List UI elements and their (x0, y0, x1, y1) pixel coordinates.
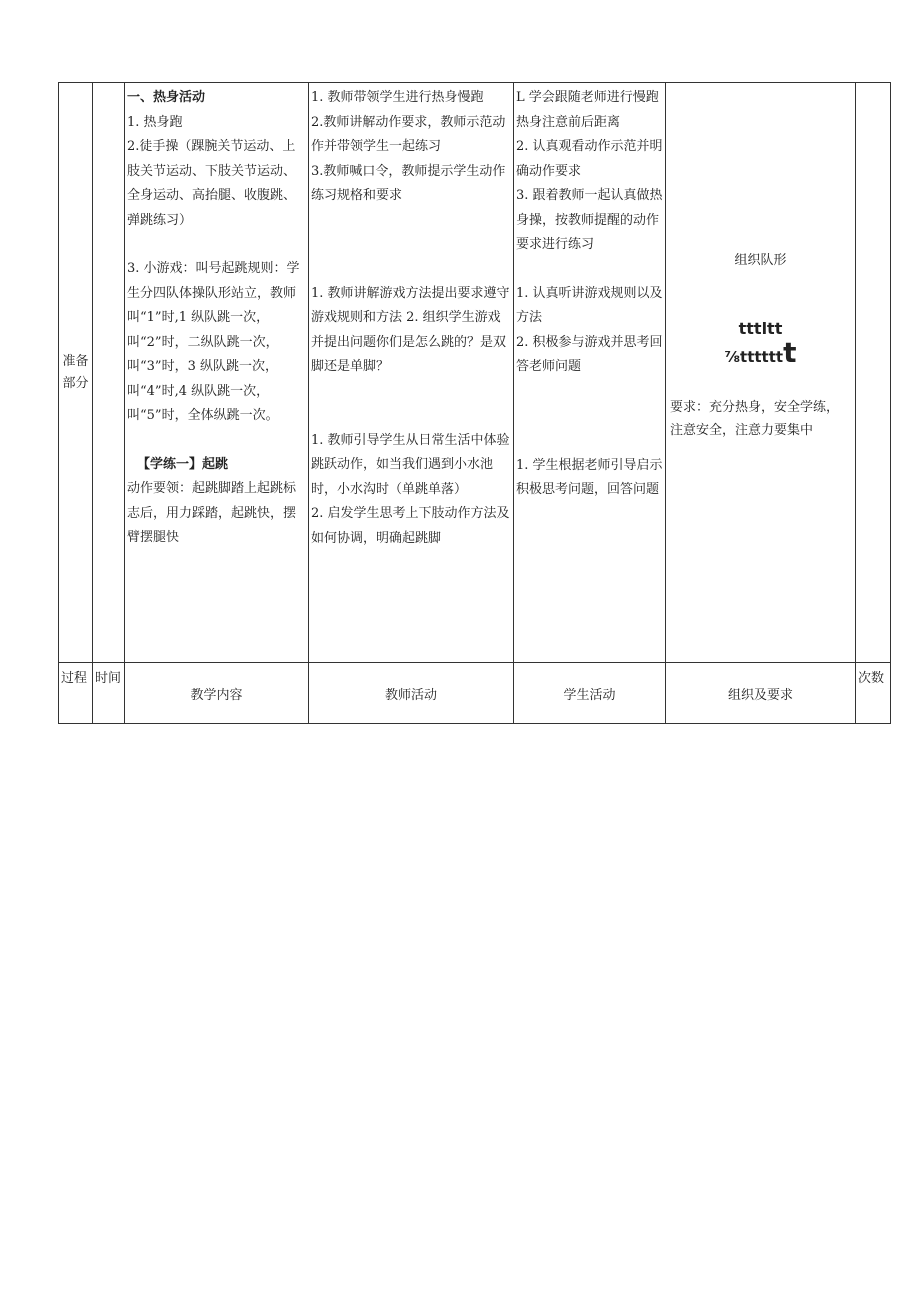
student-game-1: 1. 认真听讲游戏规则以及方法 (516, 285, 663, 325)
teacher-cell (309, 83, 514, 663)
header-teacher: 教师活动 (309, 663, 514, 724)
section-label (59, 83, 93, 663)
content-cell (125, 83, 309, 663)
organization-cell (666, 83, 856, 663)
header-content: 教学内容 (125, 663, 309, 724)
student-cell (514, 83, 666, 663)
prep-section-row (59, 83, 891, 663)
header-process: 过程 (59, 663, 93, 724)
teacher-step-3: 3.教师喊口令，教师提示学生动作练习规格和要求 (311, 163, 506, 203)
content-item-2: 2.徒手操（踝腕关节运动、上肢关节运动、下肢关节运动、全身运动、高抬腿、收腹跳、弹跳练习） (127, 139, 297, 228)
count-cell (856, 83, 891, 663)
header-time: 时间 (93, 663, 125, 724)
lesson-plan-table (58, 82, 891, 724)
header-student: 学生活动 (514, 663, 666, 724)
student-step-1: L 学会跟随老师进行慢跑热身注意前后距离 (516, 90, 659, 130)
student-step-2: 2. 认真观看动作示范并明确动作要求 (516, 139, 663, 179)
section-label-text: 准备部分 (62, 353, 89, 391)
table-header-row (59, 663, 891, 724)
time-cell (93, 83, 125, 663)
student-step-3: 3. 跟着教师一起认真做热身操，按教师提醒的动作要求进行练习 (516, 188, 663, 252)
teacher-step-2: 2.教师讲解动作要求，教师示范动作并带领学生一起练习 (311, 114, 506, 154)
teacher-step-1: 1. 教师带领学生进行热身慢跑 (311, 90, 484, 105)
formation-row-2-prefix: ⅞tttttt (724, 348, 784, 366)
practice-desc: 动作要领：起跳脚踏上起跳标志后，用力踩踏，起跳快，摆臂摆腿快 (127, 481, 297, 545)
content-item-3: 3. 小游戏：叫号起跳规则：学生分四队体操队形站立，教师叫“1”时,1 纵队跳一次，叫“2”时，二纵队跳一次，叫“3”时，3 纵队跳一次，叫“4”时,4 纵队跳一次，叫“5”时，全体纵跳一次。 (127, 261, 300, 423)
warmup-heading: 一、热身活动 (127, 90, 206, 105)
header-organization: 组织及要求 (666, 663, 856, 724)
formation-row-2-big: t (783, 336, 797, 369)
formation-row-2 (670, 336, 851, 370)
formation-row-1: tttltt (738, 319, 783, 338)
student-think: 1. 学生根据老师引导启示积极思考问题，回答问题 (516, 457, 663, 497)
header-count: 次数 (856, 663, 891, 724)
practice-title: 【学练一】起跳 (137, 456, 229, 472)
teacher-guide-1: 1. 教师引导学生从日常生活中体验跳跃动作，如当我们遇到小水池时，小水沟时（单跳单落） (311, 432, 510, 497)
teacher-guide-2: 2. 启发学生思考上下肢动作方法及如何协调，明确起跳脚 (311, 506, 510, 546)
requirement-text: 要求：充分热身，安全学练，注意安全，注意力要集中 (670, 400, 840, 438)
formation-title: 组织队形 (734, 253, 787, 268)
student-game-2: 2. 积极参与游戏并思考回答老师问题 (516, 334, 663, 374)
content-item-1: 1. 热身跑 (127, 114, 183, 130)
teacher-game: 1. 教师讲解游戏方法提出要求遵守游戏规则和方法 2. 组织学生游戏并提出问题你们是怎么跳的？是双脚还是单脚？ (311, 285, 510, 374)
